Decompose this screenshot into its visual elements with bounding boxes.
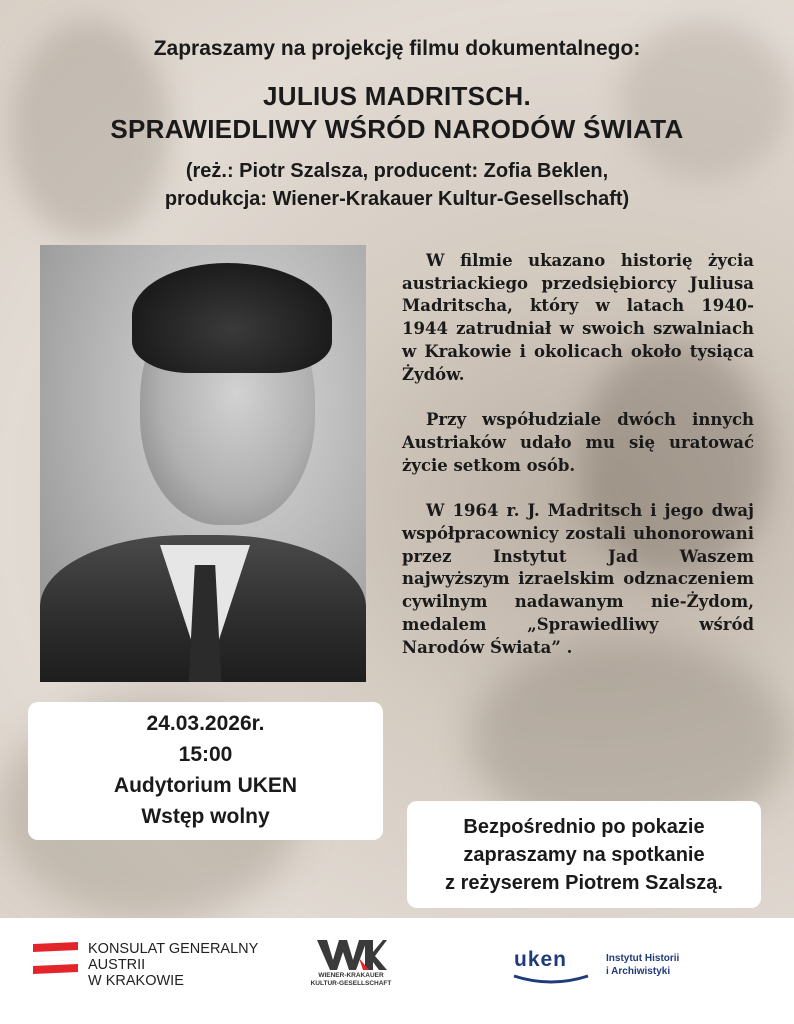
event-date: 24.03.2026r. <box>146 712 265 735</box>
meeting-info-box <box>407 801 761 908</box>
event-info-box <box>28 702 383 840</box>
event-place: Audytorium UKEN <box>113 774 298 797</box>
description-paragraph-2: Przy współudziale dwóch innych Austriaków udało mu się uratować życie setkom osób. <box>402 410 754 475</box>
consulate-line2: AUSTRII <box>88 957 146 973</box>
film-title <box>0 80 794 146</box>
invitation-line: Zapraszamy na projekcję filmu dokumentalnego: <box>153 37 641 60</box>
credits-line2: produkcja: Wiener-Krakauer Kultur-Gesellschaft) <box>164 188 630 210</box>
wk-line1: WIENER-KRAKAUER <box>318 972 384 979</box>
credits-line1: (reż.: Piotr Szalsza, producent: Zofia Beklen, <box>185 160 609 182</box>
film-title-line1: JULIUS MADRITSCH. <box>263 81 531 111</box>
event-entry: Wstęp wolny <box>141 805 270 828</box>
portrait-hair <box>132 263 332 373</box>
consulate-line3: W KRAKOWIE <box>88 973 184 989</box>
consulate-name <box>88 941 258 989</box>
portrait-photo <box>40 245 366 682</box>
consulate-line1: KONSULAT GENERALNY <box>88 941 259 957</box>
description-paragraph-3: W 1964 r. J. Madritsch i jego dwaj współpracownicy zostali uhonorowani przez Instytut Jad Waszem najwyższym izraelskim odznaczeniem cywilnym nadawanym nie-Żydom, medalem „Sprawiedliwy wśród Narodów Świata” . <box>402 501 754 657</box>
austria-flag-icon <box>33 942 78 976</box>
meeting-line3: z reżyserem Piotrem Szalszą. <box>445 872 723 894</box>
film-title-line2: SPRAWIEDLIWY WŚRÓD NARODÓW ŚWIATA <box>110 114 684 144</box>
event-time: 15:00 <box>178 743 233 766</box>
film-description <box>402 250 754 682</box>
meeting-line2: zapraszamy na spotkanie <box>463 844 705 866</box>
wk-logo-text <box>303 972 399 987</box>
institute-line1: Instytut Historii <box>606 953 680 964</box>
institute-name <box>606 952 679 978</box>
wk-line2: KULTUR-GESELLSCHAFT <box>310 979 392 987</box>
film-credits <box>0 157 794 213</box>
meeting-line1: Bezpośrednio po pokazie <box>463 816 705 838</box>
uken-logo: uken <box>514 948 568 971</box>
uken-swoosh-icon <box>512 974 590 984</box>
institute-line2: i Archiwistyki <box>606 966 671 977</box>
description-paragraph-1: W filmie ukazano historię życia austriackiego przedsiębiorcy Juliusa Madritscha, który w latach 1940-1944 zatrudniał w swoich szwalniach w Krakowie i okolicach około tysiąca Żydów. <box>402 251 754 384</box>
